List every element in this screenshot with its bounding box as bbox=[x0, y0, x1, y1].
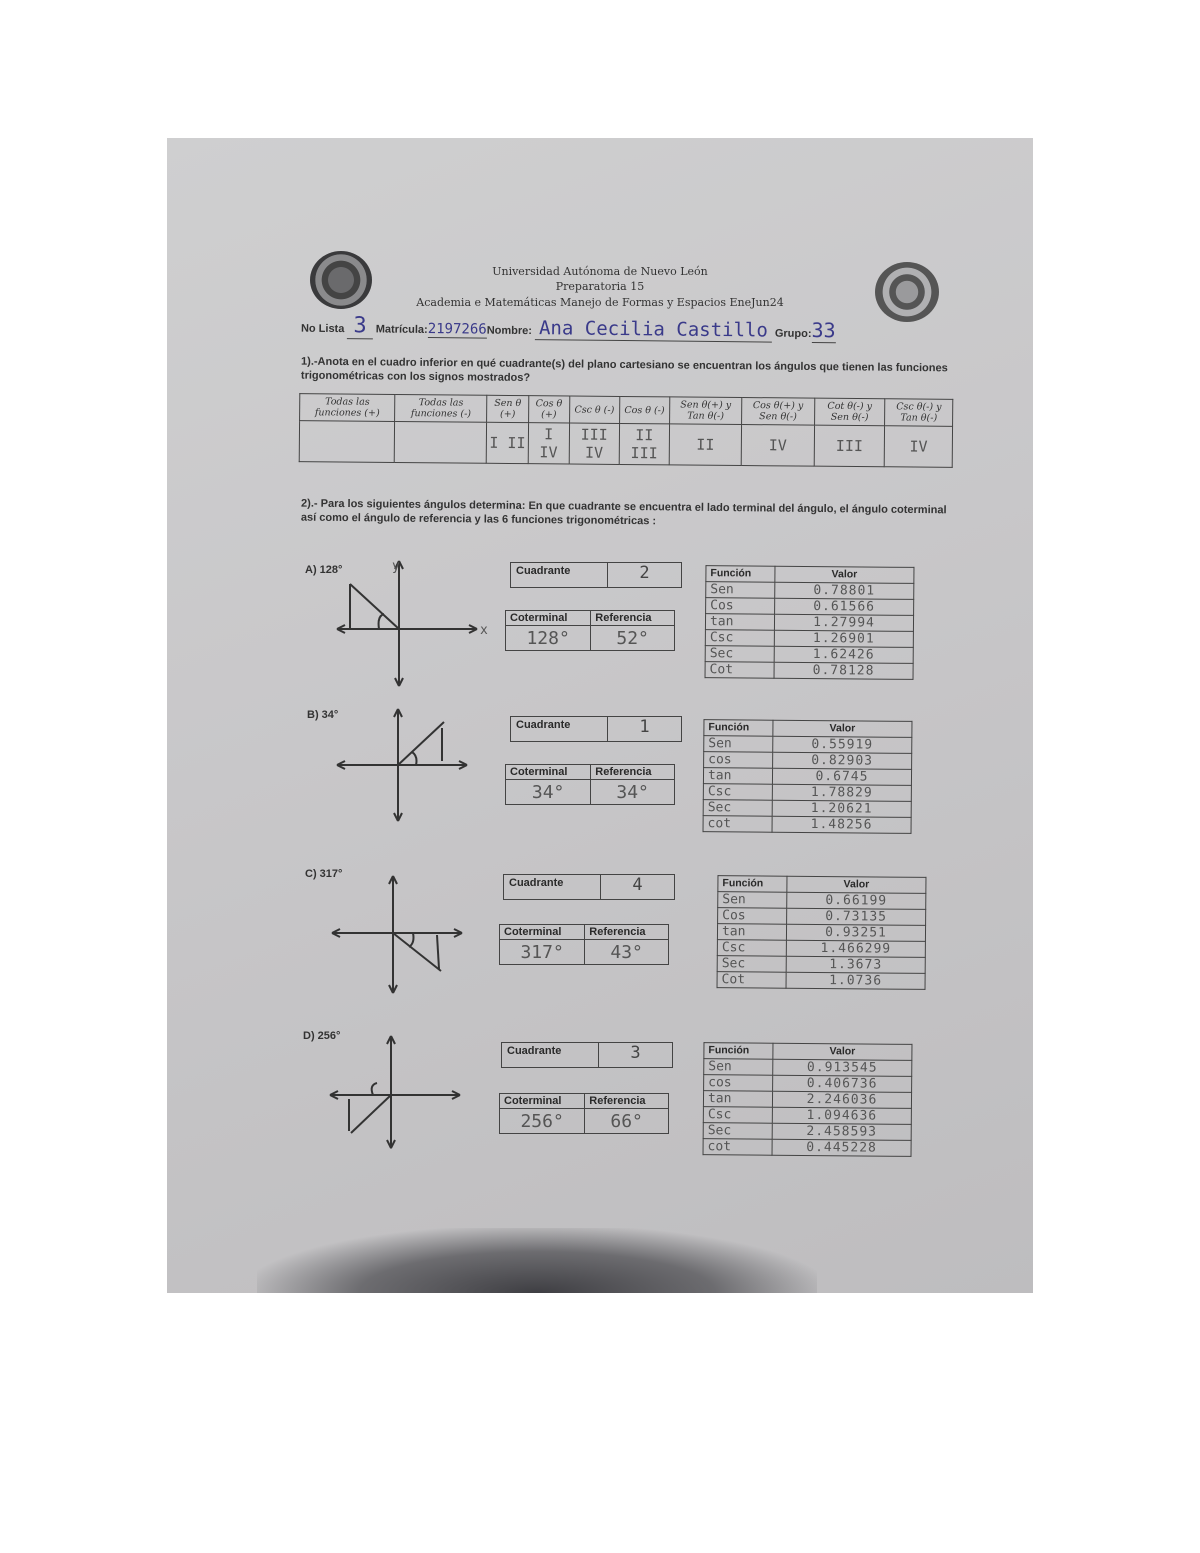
school-name: Preparatoria 15 bbox=[555, 280, 645, 293]
question-2: 2).- Para los siguientes ángulos determina: En que cuadrante se encuentra el lado terminal del ángulo, el ángulo coterminal así como el ángulo de referencia y las 6 funciones trigonométricas : bbox=[300, 497, 947, 528]
func-value: 1.26901 bbox=[774, 630, 913, 647]
valor-header: Valor bbox=[787, 876, 926, 893]
func-name: cos bbox=[704, 1075, 773, 1092]
cuadrante-box-d bbox=[501, 1042, 673, 1068]
nombre-value: Ana Cecilia Castillo bbox=[535, 317, 772, 342]
cuadrante-label: Cuadrante bbox=[504, 875, 601, 899]
func-value: 0.78801 bbox=[775, 582, 914, 599]
problem-b-graph bbox=[332, 706, 492, 826]
cuadrante-value: 2 bbox=[639, 563, 650, 583]
func-value: 1.3673 bbox=[786, 956, 925, 973]
grupo-value: 33 bbox=[811, 317, 836, 343]
col-header: Todas las funciones (-) bbox=[395, 394, 487, 422]
func-name: tan bbox=[717, 924, 786, 941]
func-value: 1.78829 bbox=[772, 784, 911, 801]
coterminal-value: 128° bbox=[506, 626, 591, 651]
cuadrante-box-b bbox=[510, 716, 682, 742]
referencia-header: Referencia bbox=[591, 765, 675, 780]
col-header: Cos θ (-) bbox=[619, 396, 669, 423]
matricula-value: 2197266 bbox=[427, 320, 487, 338]
func-name: Sec bbox=[705, 646, 774, 663]
func-value: 2.246036 bbox=[772, 1091, 911, 1108]
col-header: Cot θ(-) y Sen θ(-) bbox=[814, 398, 885, 426]
func-name: cot bbox=[703, 1139, 772, 1156]
func-name: tan bbox=[703, 1091, 772, 1108]
problem-d-graph bbox=[325, 1033, 475, 1153]
col-header: Csc θ(-) y Tan θ(-) bbox=[885, 399, 953, 427]
problem-c-graph bbox=[327, 873, 477, 998]
x-axis-label: x bbox=[480, 623, 488, 638]
func-name: Csc bbox=[703, 1107, 772, 1124]
no-lista-value: 3 bbox=[347, 313, 373, 339]
problem-d-label: D) 256° bbox=[303, 1030, 341, 1042]
col-header: Csc θ (-) bbox=[569, 396, 619, 423]
university-name: Universidad Autónoma de Nuevo León bbox=[492, 265, 708, 278]
func-value: 0.93251 bbox=[786, 924, 925, 941]
problem-c-label: C) 317° bbox=[305, 868, 343, 880]
col-header: Sen θ(+) y Tan θ(-) bbox=[669, 397, 741, 425]
no-lista-label: No Lista bbox=[300, 322, 345, 336]
func-name: Sec bbox=[703, 800, 772, 817]
func-value: 0.445228 bbox=[772, 1139, 911, 1156]
func-name: cos bbox=[704, 752, 773, 769]
func-name: Sen bbox=[704, 1059, 773, 1076]
func-name: Cot bbox=[717, 972, 786, 989]
func-name: Cot bbox=[705, 662, 774, 679]
func-name: cot bbox=[703, 816, 772, 833]
functions-table-a bbox=[705, 565, 915, 680]
funcion-header: Función bbox=[704, 1043, 773, 1060]
func-name: Sen bbox=[704, 736, 773, 753]
func-value: 1.0736 bbox=[786, 972, 925, 989]
matricula-label: Matrícula: bbox=[375, 323, 428, 336]
func-name: Csc bbox=[703, 784, 772, 801]
func-value: 0.73135 bbox=[787, 908, 926, 925]
referencia-value: 66° bbox=[585, 1109, 669, 1134]
functions-table-d bbox=[703, 1042, 913, 1157]
nombre-label: Nombre: bbox=[486, 324, 533, 338]
func-value: 1.48256 bbox=[772, 816, 911, 833]
cuadrante-value: 4 bbox=[632, 875, 643, 895]
funcion-header: Función bbox=[704, 720, 773, 737]
coterminal-table-a bbox=[505, 610, 675, 651]
y-axis-label: y bbox=[392, 559, 400, 574]
coterminal-header: Coterminal bbox=[500, 925, 585, 940]
func-name: Cos bbox=[706, 598, 775, 615]
coterminal-table-c bbox=[499, 924, 669, 965]
answer-cell: I IV bbox=[528, 423, 569, 464]
referencia-value: 52° bbox=[591, 626, 675, 651]
func-name: tan bbox=[705, 614, 774, 631]
func-value: 1.466299 bbox=[786, 940, 925, 957]
cuadrante-value: 3 bbox=[630, 1043, 641, 1063]
func-name: Cos bbox=[718, 908, 787, 925]
answer-cell bbox=[395, 421, 487, 463]
answer-cell: II III bbox=[619, 423, 669, 464]
functions-table-b bbox=[703, 719, 913, 834]
referencia-value: 43° bbox=[585, 940, 669, 965]
student-line bbox=[301, 313, 941, 345]
coterminal-table-d bbox=[499, 1093, 669, 1134]
cuadrante-value: 1 bbox=[639, 717, 650, 737]
func-value: 1.20621 bbox=[772, 800, 911, 817]
referencia-header: Referencia bbox=[585, 925, 669, 940]
problem-b-label: B) 34° bbox=[307, 709, 339, 721]
answer-cell: IV bbox=[741, 425, 814, 467]
coterminal-header: Coterminal bbox=[506, 765, 591, 780]
func-value: 0.406736 bbox=[773, 1075, 912, 1092]
func-name: Sen bbox=[718, 892, 787, 909]
col-header: Cos θ (+) bbox=[528, 396, 569, 423]
answer-cell: III IV bbox=[569, 423, 619, 464]
func-value: 0.55919 bbox=[773, 736, 912, 753]
valor-header: Valor bbox=[773, 1043, 912, 1060]
coterminal-value: 317° bbox=[500, 940, 585, 965]
academy-name: Academia e Matemáticas Manejo de Formas y Espacios EneJun24 bbox=[416, 296, 784, 309]
funcion-header: Función bbox=[718, 876, 787, 893]
cuadrante-label: Cuadrante bbox=[511, 563, 608, 587]
func-value: 2.458593 bbox=[772, 1123, 911, 1140]
col-header: Cos θ(+) y Sen θ(-) bbox=[742, 398, 815, 426]
funcion-header: Función bbox=[706, 566, 775, 583]
cuadrante-label: Cuadrante bbox=[502, 1043, 599, 1067]
grupo-label: Grupo: bbox=[774, 327, 812, 340]
func-value: 0.66199 bbox=[787, 892, 926, 909]
coterminal-table-b bbox=[505, 764, 675, 805]
cuadrante-box-c bbox=[503, 874, 675, 900]
question-1: 1).-Anota en el cuadro inferior en qué cuadrante(s) del plano cartesiano se encuentran los ángulos que tienen las funciones trigonométricas con los signos mostrados? bbox=[300, 355, 948, 384]
func-value: 0.61566 bbox=[775, 598, 914, 615]
referencia-header: Referencia bbox=[585, 1094, 669, 1109]
answer-cell bbox=[299, 421, 395, 463]
func-value: 0.82903 bbox=[773, 752, 912, 769]
scanned-worksheet bbox=[167, 138, 1033, 1293]
func-name: Sen bbox=[706, 582, 775, 599]
coterminal-header: Coterminal bbox=[506, 611, 591, 626]
func-value: 0.6745 bbox=[772, 768, 911, 785]
coterminal-value: 256° bbox=[500, 1109, 585, 1134]
func-name: Csc bbox=[717, 940, 786, 957]
quadrant-table-answers bbox=[299, 421, 952, 468]
func-name: Sec bbox=[703, 1123, 772, 1140]
func-name: Csc bbox=[705, 630, 774, 647]
col-header: Sen θ (+) bbox=[487, 395, 529, 422]
answer-cell: IV bbox=[885, 426, 953, 468]
cuadrante-label: Cuadrante bbox=[511, 717, 608, 741]
func-value: 1.27994 bbox=[774, 614, 913, 631]
coterminal-header: Coterminal bbox=[500, 1094, 585, 1109]
func-name: Sec bbox=[717, 956, 786, 973]
referencia-value: 34° bbox=[591, 780, 675, 805]
problem-a-label: A) 128° bbox=[305, 564, 343, 576]
func-name: tan bbox=[703, 768, 772, 785]
quadrant-table bbox=[299, 393, 954, 468]
answer-cell: I II bbox=[487, 422, 529, 463]
func-value: 1.094636 bbox=[772, 1107, 911, 1124]
valor-header: Valor bbox=[775, 566, 914, 583]
func-value: 0.913545 bbox=[773, 1059, 912, 1076]
hand-shadow bbox=[257, 1228, 817, 1293]
answer-cell: II bbox=[669, 424, 742, 466]
valor-header: Valor bbox=[773, 720, 912, 737]
answer-cell: III bbox=[814, 425, 885, 467]
functions-table-c bbox=[717, 875, 927, 990]
coterminal-value: 34° bbox=[506, 780, 591, 805]
cuadrante-box-a bbox=[510, 562, 682, 588]
col-header: Todas las funciones (+) bbox=[300, 394, 396, 422]
func-value: 0.78128 bbox=[774, 662, 913, 679]
func-value: 1.62426 bbox=[774, 646, 913, 663]
problem-a-graph bbox=[332, 556, 492, 691]
referencia-header: Referencia bbox=[591, 611, 675, 626]
